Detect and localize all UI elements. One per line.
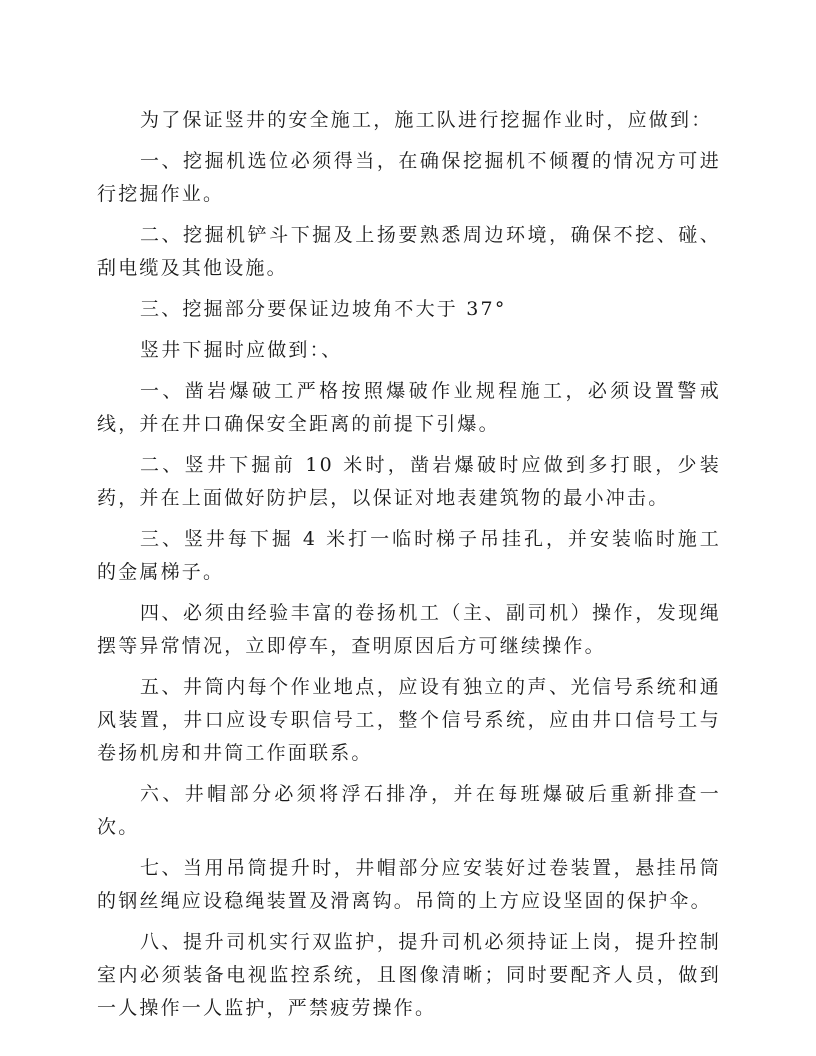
shaft-rule-7: 七、当用吊筒提升时，井帽部分应安装好过卷装置，悬挂吊筒的钢丝绳应设稳绳装置及滑离钩。吊筒的上方应设坚固的保护伞。	[97, 857, 721, 912]
excavation-rule-2: 二、挖掘机铲斗下掘及上扬要熟悉周边环境，确保不挖、碰、刮电缆及其他设施。	[97, 224, 721, 279]
shaft-rule-2: 二、竖井下掘前 10 米时，凿岩爆破时应做到多打眼，少装药，并在上面做好防护层，以保证对地表建筑物的最小冲击。	[97, 454, 721, 509]
shaft-sinking-heading: 竖井下掘时应做到：、	[140, 339, 343, 361]
document-page	[97, 104, 721, 1033]
shaft-rule-4: 四、必须由经验丰富的卷扬机工（主、副司机）操作，发现绳摆等异常情况，立即停车，查明原因后方可继续操作。	[97, 602, 721, 657]
shaft-rule-8: 八、提升司机实行双监护，提升司机必须持证上岗，提升控制室内必须装备电视监控系统，且图像清晰；同时要配齐人员，做到一人操作一人监护，严禁疲劳操作。	[97, 931, 721, 1019]
shaft-rule-6: 六、井帽部分必须将浮石排净，并在每班爆破后重新排查一次。	[97, 783, 721, 838]
shaft-rule-5: 五、井筒内每个作业地点，应设有独立的声、光信号系统和通风装置，井口应设专职信号工，整个信号系统，应由井口信号工与卷扬机房和井筒工作面联系。	[97, 676, 721, 764]
intro-paragraph: 为了保证竖井的安全施工，施工队进行挖掘作业时，应做到：	[140, 109, 713, 131]
excavation-rule-3: 三、挖掘部分要保证边坡角不大于 37°	[140, 298, 507, 320]
excavation-rule-1: 一、挖掘机选位必须得当，在确保挖掘机不倾覆的情况方可进行挖掘作业。	[97, 150, 721, 205]
shaft-rule-3: 三、竖井每下掘 4 米打一临时梯子吊挂孔，并安装临时施工的金属梯子。	[97, 528, 721, 583]
shaft-rule-1: 一、凿岩爆破工严格按照爆破作业规程施工，必须设置警戒线，并在井口确保安全距离的前提下引爆。	[97, 380, 721, 435]
